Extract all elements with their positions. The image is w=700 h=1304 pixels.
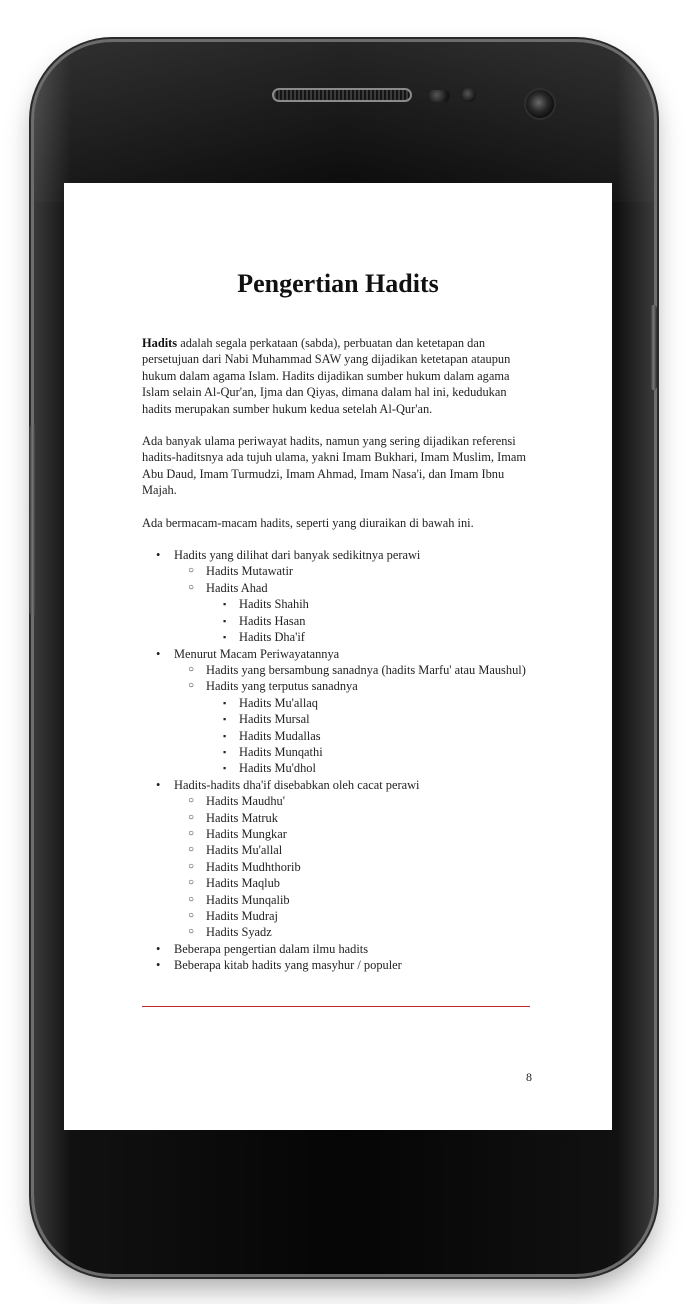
square-bullet-icon: ▪: [223, 599, 227, 610]
circle-bullet-icon: ○: [188, 910, 195, 921]
square-bullet-icon: ▪: [223, 697, 227, 708]
phone-glare: [34, 42, 654, 202]
square-bullet-icon: ▪: [223, 714, 227, 725]
bullet-icon: •: [156, 646, 161, 661]
sub-sub-list-item: [142, 596, 532, 612]
sub-list-item-label: Hadits yang bersambung sanadnya (hadits Marfu' atau Maushul): [206, 662, 526, 677]
circle-bullet-icon: ○: [188, 565, 195, 577]
square-bullet-icon: ▪: [223, 746, 227, 757]
sub-list-item: [142, 563, 532, 579]
circle-bullet-icon: ○: [188, 827, 195, 839]
sub-sub-list-item-label: Hadits Shahih: [239, 597, 309, 612]
sub-sub-list-item: [142, 629, 532, 645]
sub-sub-list-item-label: Hadits Hasan: [239, 613, 306, 628]
sub-sub-list-item: [142, 711, 532, 727]
sub-list-item: [142, 924, 532, 940]
list-item: [142, 547, 532, 563]
sub-list-item: [142, 842, 532, 858]
intro-text: adalah segala perkataan (sabda), perbuatan dan ketetapan dan persetujuan dari Nabi Muhammad SAW yang dijadikan ketetapan ataupun hukum dalam agama Islam. Hadits dijadikan sumber hukum dalam agama Islam selain Al-Qur'an, Ijma dan Qiyas, dimana dalam hal ini, kedudukan hadits merupakan sumber hukum kedua setelah Al-Qur'an.: [142, 336, 511, 416]
bullet-icon: •: [156, 958, 161, 973]
sub-sub-list-item: [142, 613, 532, 629]
list-item-label: Hadits yang dilihat dari banyak sedikitnya perawi: [174, 548, 421, 563]
circle-bullet-icon: ○: [188, 860, 195, 872]
bullet-icon: •: [156, 548, 161, 563]
sub-list-item: [142, 892, 532, 908]
sub-list: [142, 793, 532, 941]
sub-list-item-label: Hadits Syadz: [206, 925, 272, 940]
sub-sub-list-item-label: Hadits Mu'dhol: [239, 761, 316, 776]
volume-button: [29, 425, 36, 615]
circle-bullet-icon: ○: [188, 663, 195, 675]
circle-bullet-icon: ○: [188, 680, 195, 692]
circle-bullet-icon: ○: [188, 811, 195, 823]
circle-bullet-icon: ○: [188, 926, 195, 938]
sub-list-item: [142, 678, 532, 694]
front-camera-icon: [524, 88, 556, 120]
sub-list-item: [142, 810, 532, 826]
sub-list-item-label: Hadits Mudraj: [206, 909, 278, 923]
sub-list-item-label: Hadits Maqlub: [206, 876, 280, 891]
page-title: Pengertian Hadits: [237, 269, 439, 298]
sub-sub-list-item-label: Hadits Mursal: [239, 712, 310, 727]
document-page[interactable]: [64, 183, 612, 1130]
circle-bullet-icon: ○: [188, 844, 195, 856]
list-item-label: Beberapa kitab hadits yang masyhur / populer: [174, 958, 402, 973]
sub-list-item: [142, 908, 532, 924]
light-sensor: [462, 88, 476, 102]
bullet-icon: •: [156, 941, 161, 956]
circle-bullet-icon: ○: [188, 581, 195, 593]
list-item-label: Menurut Macam Periwayatannya: [174, 646, 340, 661]
sub-sub-list-item-label: Hadits Munqathi: [239, 744, 323, 759]
intro-bold-term: Hadits: [142, 336, 178, 350]
sub-sub-list: [142, 596, 532, 645]
sub-sub-list: [142, 695, 532, 777]
list-item: [142, 777, 532, 793]
square-bullet-icon: ▪: [223, 763, 227, 774]
proximity-sensor: [428, 90, 450, 102]
sub-list-item-label: Hadits Ahad: [206, 580, 268, 595]
ulama-paragraph: Ada banyak ulama periwayat hadits, namun yang sering dijadikan referensi hadits-haditsnya ada tujuh ulama, yakni Imam Bukhari, Imam Muslim, Imam Abu Daud, Imam Turmudzi, Imam Ahmad, Imam Nasa'i, dan Imam Ibnu Majah.: [142, 434, 527, 498]
circle-bullet-icon: ○: [188, 795, 195, 807]
list-item: [142, 941, 532, 957]
sub-sub-list-item-label: Hadits Mudallas: [239, 728, 321, 743]
sub-sub-list-item: [142, 695, 532, 711]
intro-paragraph: [142, 335, 532, 417]
sub-list-item-label: Hadits yang terputus sanadnya: [206, 679, 358, 694]
bullet-icon: •: [156, 777, 161, 792]
list-item-label: Hadits-hadits dha'if disebabkan oleh cacat perawi: [174, 777, 420, 792]
sub-sub-list-item: [142, 744, 532, 760]
page-number: 8: [526, 1070, 532, 1084]
circle-bullet-icon: ○: [188, 877, 195, 889]
square-bullet-icon: ▪: [223, 632, 227, 643]
sub-list-item: [142, 662, 532, 678]
earpiece-speaker: [272, 88, 412, 102]
sub-sub-list-item: [142, 728, 532, 744]
sub-list-item: [142, 826, 532, 842]
square-bullet-icon: ▪: [223, 730, 227, 741]
sub-list-item: [142, 580, 532, 596]
sub-list: [142, 662, 532, 777]
sub-list-item: [142, 793, 532, 809]
sub-list-item-label: Hadits Mutawatir: [206, 564, 294, 579]
list-item-label: Beberapa pengertian dalam ilmu hadits: [174, 941, 369, 956]
sub-list-item: [142, 875, 532, 891]
sub-list-item-label: Hadits Mu'allal: [206, 843, 283, 858]
sub-sub-list-item-label: Hadits Mu'allaq: [239, 695, 318, 710]
sub-list: [142, 563, 532, 645]
document-body: [142, 335, 532, 974]
sub-sub-list-item-label: Hadits Dha'if: [239, 630, 305, 645]
footer-rule: [142, 1006, 530, 1007]
power-button: [650, 305, 657, 390]
list-item: [142, 646, 532, 662]
sub-list-item-label: Hadits Mudhthorib: [206, 859, 301, 874]
sub-list-item-label: Hadits Mungkar: [206, 826, 287, 841]
square-bullet-icon: ▪: [223, 615, 227, 626]
sub-list-item-label: Hadits Maudhu': [206, 794, 285, 809]
sub-sub-list-item: [142, 760, 532, 776]
sub-list-item: [142, 859, 532, 875]
sub-list-item-label: Hadits Matruk: [206, 810, 278, 825]
hadits-types-list: [142, 547, 532, 974]
list-intro-paragraph: Ada bermacam-macam hadits, seperti yang diuraikan di bawah ini.: [142, 515, 474, 530]
sub-list-item-label: Hadits Munqalib: [206, 892, 290, 907]
list-item: [142, 957, 532, 973]
circle-bullet-icon: ○: [188, 893, 195, 905]
